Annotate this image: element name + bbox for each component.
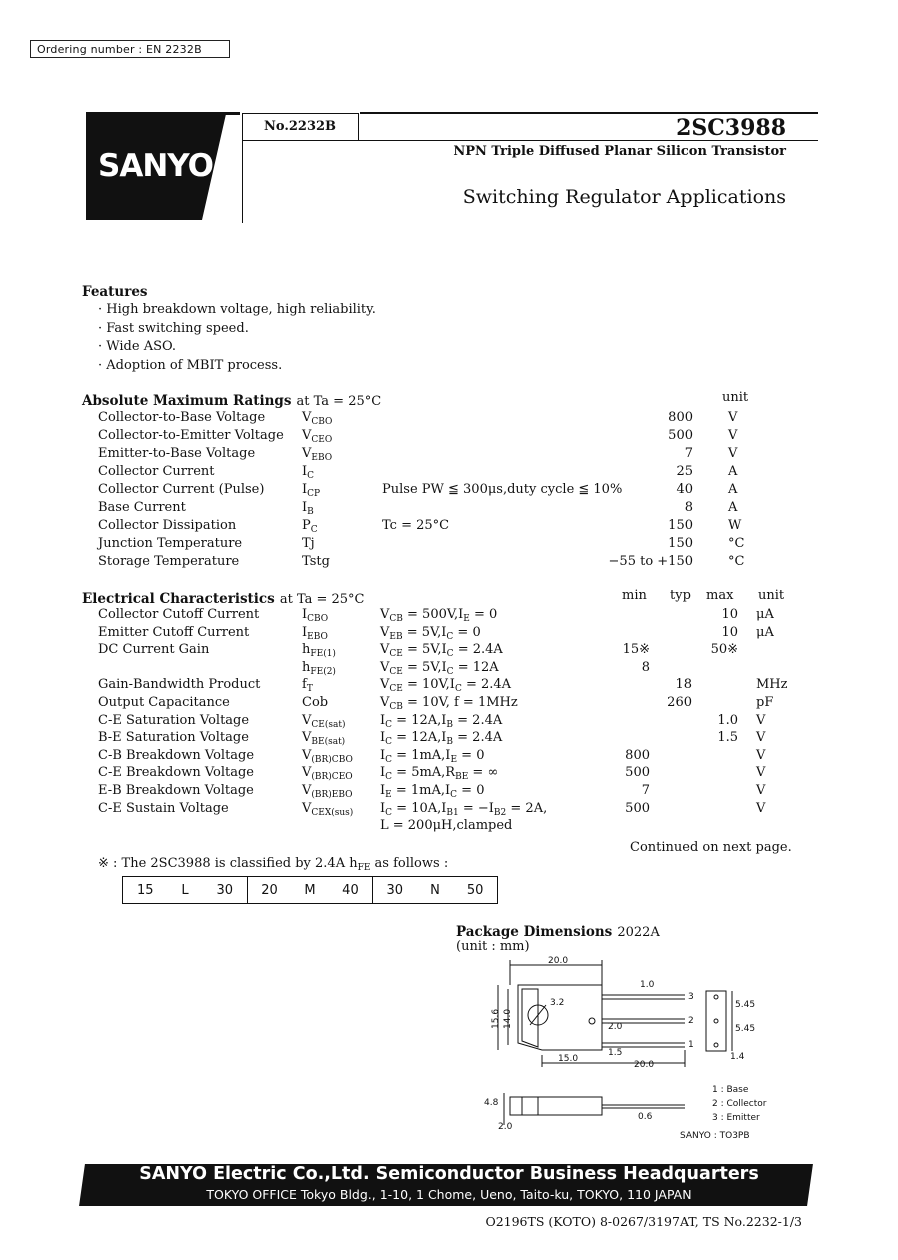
elec-symbol: $V_{BE(sat)}$ [302, 730, 346, 748]
abs-param: Collector-to-Base Voltage [98, 410, 266, 425]
elec-symbol: $V_{CE(sat)}$ [302, 712, 346, 730]
rank-n: 30 N 50 [372, 877, 497, 903]
device-type: NPN Triple Diffused Planar Silicon Transistor [453, 144, 786, 159]
abs-unit: A [728, 464, 738, 479]
elec-condition: $I_C = 1mA,I_E = 0$ [380, 747, 485, 765]
pin-2: 2 [688, 1016, 694, 1026]
elec-title: Electrical Characteristics at Ta = 25°C [82, 591, 365, 607]
elec-max: 10 [721, 624, 738, 640]
elec-unit: μA [756, 607, 774, 622]
continued-note: Continued on next page. [630, 840, 792, 855]
abs-value: 150 [668, 536, 693, 551]
dim-1: 1.0 [640, 980, 655, 990]
abs-value: 800 [668, 410, 693, 425]
abs-symbol: $V_{CEO}$ [302, 428, 333, 445]
header-typ: typ [670, 588, 691, 603]
abs-symbol: $P_C$ [302, 518, 318, 535]
elec-symbol: $f_T$ [302, 677, 313, 695]
abs-value: −55 to +150 [608, 554, 693, 569]
header-max: max [706, 588, 734, 603]
classification-note: ※ : The 2SC3988 is classified by 2.4A $h_{FE}$ as follows : [98, 856, 449, 873]
abs-condition: Pulse PW ≦ 300μs,duty cycle ≦ 10% [382, 482, 623, 497]
elec-symbol: $h_{FE(2)}$ [302, 659, 336, 677]
elec-symbol: $I_{CBO}$ [302, 607, 329, 624]
header-min: min [622, 588, 647, 603]
elec-max: 50※ [710, 642, 738, 658]
abs-unit: A [728, 500, 738, 515]
elec-param: DC Current Gain [98, 642, 210, 658]
abs-param: Storage Temperature [98, 554, 240, 569]
elec-condition: $V_{CB} = 500V,I_E = 0$ [380, 607, 498, 624]
elec-max: 10 [721, 607, 738, 622]
dim-5-45a: 5.45 [735, 1000, 756, 1010]
abs-max-title: Absolute Maximum Ratings at Ta = 25°C [82, 393, 382, 409]
abs-symbol: Tstg [302, 554, 330, 569]
dim-15-6: 15.6 [491, 1008, 501, 1029]
elec-unit: V [756, 765, 766, 781]
dim-3-2: 3.2 [550, 998, 565, 1008]
elec-condition: $V_{CE} = 10V,I_C = 2.4A$ [380, 677, 512, 695]
abs-symbol: Tj [302, 536, 315, 551]
elec-condition: $V_{CE} = 5V,I_C = 2.4A$ [380, 642, 503, 660]
legend-base: 1 : Base [712, 1085, 749, 1095]
elec-condition: $I_C = 5mA,R_{BE}$ = ∞ [380, 765, 499, 783]
package-unit: (unit : mm) [456, 939, 530, 954]
dim-14: 14.0 [503, 1008, 513, 1029]
abs-unit: V [728, 428, 738, 443]
abs-unit: V [728, 410, 738, 425]
elec-unit: μA [756, 624, 774, 640]
dim-0-6: 0.6 [638, 1112, 653, 1122]
package-title: Package Dimensions 2022A [456, 924, 660, 940]
elec-min: 800 [625, 747, 650, 763]
elec-condition: $V_{CB} = 10V$, f = 1MHz [380, 695, 518, 712]
abs-value: 500 [668, 428, 693, 443]
elec-symbol: $V_{(BR)CBO}$ [302, 747, 353, 765]
rank-l: 15 L 30 [136, 882, 234, 898]
elec-symbol: $h_{FE(1)}$ [302, 642, 336, 660]
feature-item: · Fast switching speed. [98, 320, 249, 336]
elec-max: 1.0 [717, 712, 738, 728]
abs-unit: A [728, 482, 738, 497]
abs-param: Collector Current (Pulse) [98, 482, 265, 497]
abs-value: 8 [684, 500, 693, 515]
legend-collector: 2 : Collector [712, 1099, 767, 1109]
abs-symbol: $I_B$ [302, 500, 314, 517]
elec-condition: $I_C = 10A,I_{B1} = -I_{B2} = 2A$, [380, 800, 548, 818]
elec-min: 7 [641, 783, 650, 798]
dim-15: 15.0 [558, 1054, 579, 1064]
abs-symbol: $I_C$ [302, 464, 315, 481]
elec-condition: $I_C = 12A,I_B = 2.4A$ [380, 712, 503, 730]
elec-symbol: $I_{EBO}$ [302, 624, 328, 642]
elec-param: E-B Breakdown Voltage [98, 783, 254, 798]
features-title: Features [82, 284, 148, 300]
abs-param: Base Current [98, 500, 186, 515]
elec-param: C-E Breakdown Voltage [98, 765, 254, 781]
abs-symbol: $V_{CBO}$ [302, 410, 333, 427]
elec-param: Collector Cutoff Current [98, 607, 260, 622]
feature-item: · High breakdown voltage, high reliability. [98, 302, 376, 317]
dim-1-5: 1.5 [608, 1048, 623, 1058]
elec-condition: $I_C = 12A,I_B = 2.4A$ [380, 730, 503, 748]
elec-condition: $V_{CE} = 5V,I_C = 12A$ [380, 659, 499, 677]
abs-param: Junction Temperature [98, 536, 243, 551]
elec-unit: V [756, 712, 766, 728]
elec-min: 8 [641, 659, 650, 675]
rank-m: 20 M 40 [247, 877, 372, 903]
abs-param: Collector-to-Emitter Voltage [98, 428, 284, 443]
elec-unit: V [756, 730, 766, 746]
elec-unit: MHz [756, 677, 788, 693]
abs-condition: Tc = 25°C [382, 518, 450, 533]
abs-param: Collector Current [98, 464, 215, 479]
elec-param: Gain-Bandwidth Product [98, 677, 261, 693]
elec-typ: 260 [667, 695, 692, 710]
abs-unit: °C [728, 554, 745, 569]
elec-param: C-B Breakdown Voltage [98, 747, 255, 763]
elec-param: Output Capacitance [98, 695, 230, 710]
feature-item: · Wide ASO. [98, 339, 177, 354]
elec-min: 500 [625, 800, 650, 816]
dim-2: 2.0 [608, 1022, 623, 1032]
pin-1: 1 [688, 1040, 694, 1050]
application-title: Switching Regulator Applications [462, 186, 786, 208]
dim-20-bottom: 20.0 [634, 1060, 655, 1070]
elec-unit: pF [756, 695, 774, 710]
dim-5-45b: 5.45 [735, 1024, 756, 1034]
dim-4-8: 4.8 [484, 1098, 499, 1108]
header-unit: unit [758, 588, 785, 603]
abs-param: Emitter-to-Base Voltage [98, 446, 256, 461]
dim-1-4: 1.4 [730, 1052, 745, 1062]
abs-unit: V [728, 446, 738, 461]
pin-3: 3 [688, 992, 694, 1002]
dim-20-top: 20.0 [548, 956, 569, 966]
abs-param: Collector Dissipation [98, 518, 237, 533]
abs-symbol: $I_{CP}$ [302, 482, 321, 499]
abs-symbol: $V_{EBO}$ [302, 446, 333, 463]
elec-param: Emitter Cutoff Current [98, 624, 250, 640]
sanyo-logo: SANYO [86, 114, 240, 220]
elec-unit: V [756, 800, 766, 816]
legend-emitter: 3 : Emitter [712, 1113, 760, 1123]
elec-param: C-E Sustain Voltage [98, 800, 229, 816]
elec-max: 1.5 [717, 730, 738, 746]
elec-condition: $V_{EB} = 5V,I_C = 0$ [380, 624, 481, 642]
elec-symbol: $V_{(BR)CEO}$ [302, 765, 353, 783]
ordering-number: Ordering number : EN 2232B [30, 40, 230, 58]
part-number: 2SC3988 [676, 115, 786, 141]
elec-unit: V [756, 783, 766, 798]
elec-param: B-E Saturation Voltage [98, 730, 249, 746]
abs-unit-header: unit [722, 390, 749, 405]
abs-unit: °C [728, 536, 745, 551]
dim-2-side: 2.0 [498, 1122, 513, 1132]
elec-typ: 18 [675, 677, 692, 693]
classification-table [122, 876, 498, 904]
abs-value: 25 [676, 464, 693, 479]
elec-condition: $I_E = 1mA,I_C = 0$ [380, 783, 485, 800]
footer-office: TOKYO OFFICE Tokyo Bldg., 1-10, 1 Chome, Ueno, Taito-ku, TOKYO, 110 JAPAN [206, 1187, 692, 1202]
footer-company: SANYO Electric Co.,Ltd. Semiconductor Business Headquarters [139, 1164, 759, 1184]
elec-symbol: $V_{CEX(sus)}$ [302, 800, 354, 818]
abs-value: 7 [684, 446, 693, 461]
package-name: SANYO : TO3PB [680, 1131, 750, 1141]
elec-symbol: $V_{(BR)EBO}$ [302, 783, 353, 800]
elec-min: 500 [625, 765, 650, 781]
package-drawing [480, 955, 800, 1149]
elec-param: C-E Saturation Voltage [98, 712, 250, 728]
feature-item: · Adoption of MBIT process. [98, 357, 283, 373]
elec-condition: L = 200μH,clamped [380, 818, 513, 834]
abs-unit: W [728, 518, 742, 533]
document-number: No.2232B [264, 119, 337, 134]
abs-value: 150 [668, 518, 693, 533]
elec-unit: V [756, 747, 766, 763]
elec-symbol: Cob [302, 695, 329, 710]
footer-code: O2196TS (KOTO) 8-0267/3197AT, TS No.2232-1/3 [485, 1214, 802, 1229]
abs-value: 40 [676, 482, 693, 497]
elec-min: 15※ [622, 642, 650, 658]
